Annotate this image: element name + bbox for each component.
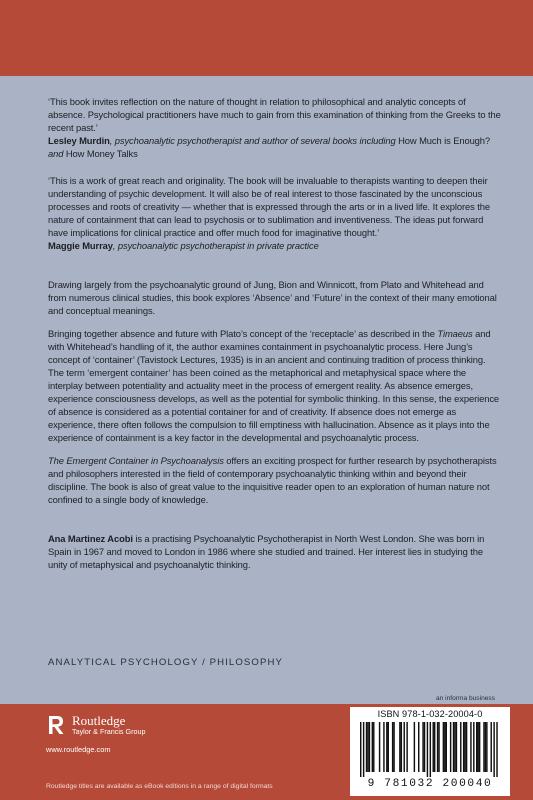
barcode-bar bbox=[443, 722, 444, 772]
barcode-bar bbox=[360, 722, 361, 777]
barcode-bar bbox=[444, 722, 445, 772]
paragraph-text: Bringing together absence and future with Plato’s concept of the ‘receptacle’ as described in the bbox=[48, 328, 438, 339]
barcode-bar bbox=[493, 722, 494, 777]
barcode-bar bbox=[453, 722, 454, 772]
book-title: The Emergent Container in Psychoanalysis bbox=[48, 455, 224, 466]
barcode-box bbox=[350, 707, 510, 796]
barcode-bar bbox=[430, 722, 431, 777]
description-paragraph-1: Drawing largely from the psychoanalytic ground of Jung, Bion and Winnicott, from Plato and Whitehead and from numerous clinical studies, this book explores ‘Absence’ and ‘Future’ in the context of their many emotional and conceptual meanings. bbox=[48, 279, 497, 316]
barcode-digits: 9 781032 200040 bbox=[367, 778, 493, 790]
cited-title: Timaeus bbox=[437, 328, 473, 339]
barcode-bar bbox=[463, 722, 464, 772]
barcode-bar bbox=[433, 722, 434, 772]
publisher-website: www.routledge.com bbox=[46, 745, 111, 754]
author-name: Ana Martinez Acobi bbox=[48, 533, 133, 544]
publisher-group: Taylor & Francis Group bbox=[72, 727, 146, 736]
barcode-bar bbox=[466, 722, 467, 772]
barcode-bar bbox=[427, 722, 428, 777]
endorser-name: Maggie Murray bbox=[48, 240, 113, 251]
barcode-bar bbox=[437, 722, 438, 772]
barcode-bar bbox=[483, 722, 484, 772]
barcode-bar bbox=[383, 722, 384, 772]
barcode-bar bbox=[367, 722, 368, 772]
endorser-role: , psychoanalytic psychotherapist and author of several books including bbox=[109, 135, 399, 146]
barcode-bar bbox=[477, 722, 478, 772]
informa-tagline: an informa business bbox=[435, 695, 495, 702]
barcode-bar bbox=[363, 722, 364, 777]
barcode-bar bbox=[496, 722, 497, 777]
author-bio bbox=[48, 532, 503, 571]
barcode-bar bbox=[438, 722, 439, 772]
endorser-book-1: How Much is Enough? bbox=[398, 135, 491, 146]
paragraph-text: and with Whitehead’s handling of it, the author examines containment in psychoanalytic process. Here Jung’s concept of ‘container’ (Tavistock Lectures, 1935) is in an ancient and continuing tradition of process thinking. The term ‘emergent container’ has been coined as the metaphorical and metaphysical space where the interplay between potentiality and actuality meet in the process of emergent reality. As absence emerges, experience consciousness develops, as well as the potential for symbolic thinking. In this sense, the experience of absence is considered as a potential container for and of creativity. If absence does not emerge as experience, there often follows the compulsion to fill emptiness with hallucination. Absence as it plays into the experience of containment is a key factor in the developmental and psychoanalytic process. bbox=[48, 328, 500, 443]
endorser-role: , psychoanalytic psychotherapist in private practice bbox=[112, 240, 319, 251]
endorser-book-2: How Money Talks bbox=[65, 148, 138, 159]
publisher-logo bbox=[46, 714, 146, 736]
barcode-bar bbox=[491, 722, 492, 772]
description-paragraph-3 bbox=[48, 454, 503, 506]
barcode-bar bbox=[446, 722, 447, 772]
routledge-r-icon bbox=[46, 714, 66, 736]
barcode-bar bbox=[460, 722, 461, 772]
publisher-name: Routledge bbox=[72, 713, 126, 728]
quote-text: ‘This book invites reflection on the nature of thought in relation to philosophical and analytic concepts of absence. Psychological practitioners have much to gain from this examination of thinking from the Greeks to the recent past.’ bbox=[48, 96, 501, 133]
barcode-bar bbox=[373, 722, 374, 772]
paragraph-text: offers an exciting prospect for further research by psychotherapists and philosophers interested in the field of contemporary psychoanalytic thinking within and beyond their discipline. The book is also of great value to the inquisitive reader open to an exploration of human nature not confined to a single body of knowledge. bbox=[48, 455, 497, 505]
barcode-icon bbox=[356, 722, 504, 777]
barcode-bar bbox=[456, 722, 457, 772]
barcode-bar bbox=[379, 722, 380, 772]
barcode-bar bbox=[473, 722, 474, 772]
barcode-bar bbox=[470, 722, 471, 772]
endorsement-quote-1 bbox=[48, 95, 503, 160]
barcode-bar bbox=[434, 722, 435, 772]
isbn-label: ISBN 978-1-032-20004-0 bbox=[377, 709, 483, 719]
barcode-bar bbox=[450, 722, 451, 772]
barcode-bar bbox=[454, 722, 455, 772]
quote-attribution bbox=[48, 239, 503, 252]
barcode-bar bbox=[388, 722, 389, 772]
barcode-bar bbox=[366, 722, 367, 772]
barcode-bar bbox=[424, 722, 425, 772]
bottom-color-band bbox=[0, 704, 533, 800]
quote-text: ‘This is a work of great reach and originality. The book will be invaluable to therapists wanting to deepen their understanding of psychic development. It will also be of real interest to those fascinated by the unconscious processes and roots of creativity — whether that is expressed through the arts or in a lived life. It explores the nature of containment that can lead to psychosis or to sublimation and inventiveness. The ideas put forward have implications for clinical practice and offer much food for imaginative thought.’ bbox=[48, 175, 490, 238]
barcode-bar bbox=[404, 722, 405, 772]
quote-attribution bbox=[48, 134, 503, 160]
barcode-bar bbox=[406, 722, 407, 772]
barcode-bar bbox=[369, 722, 370, 772]
barcode-bar bbox=[418, 722, 419, 772]
top-color-band bbox=[0, 0, 533, 76]
barcode-bar bbox=[401, 722, 402, 772]
barcode-bar bbox=[392, 722, 393, 772]
endorser-name: Lesley Murdin bbox=[48, 135, 110, 146]
barcode-bar bbox=[485, 722, 486, 772]
subject-category: ANALYTICAL PSYCHOLOGY / PHILOSOPHY bbox=[48, 657, 284, 668]
barcode-bar bbox=[422, 722, 423, 772]
barcode-bar bbox=[464, 722, 465, 772]
barcode-bar bbox=[372, 722, 373, 772]
barcode-bar bbox=[393, 722, 394, 772]
author-bio-text: is a practising Psychoanalytic Psychotherapist in North West London. She was born in Spain in 1967 and moved to London in 1986 where she studied and trained. Her interest lies in studying the unity of metaphysical and psychoanalytic thinking. bbox=[48, 533, 485, 570]
endorsement-quote-2 bbox=[48, 174, 503, 252]
barcode-bar bbox=[479, 722, 480, 772]
barcode-bar bbox=[399, 722, 400, 772]
barcode-bar bbox=[414, 722, 415, 772]
back-cover-text bbox=[48, 95, 503, 571]
endorser-and: and bbox=[48, 148, 66, 159]
barcode-bar bbox=[476, 722, 477, 772]
barcode-bar bbox=[486, 722, 487, 772]
ebook-note: Routledge titles are available as eBook editions in a range of digital formats bbox=[46, 783, 273, 790]
barcode-bar bbox=[386, 722, 387, 772]
description-paragraph-2 bbox=[48, 327, 503, 444]
